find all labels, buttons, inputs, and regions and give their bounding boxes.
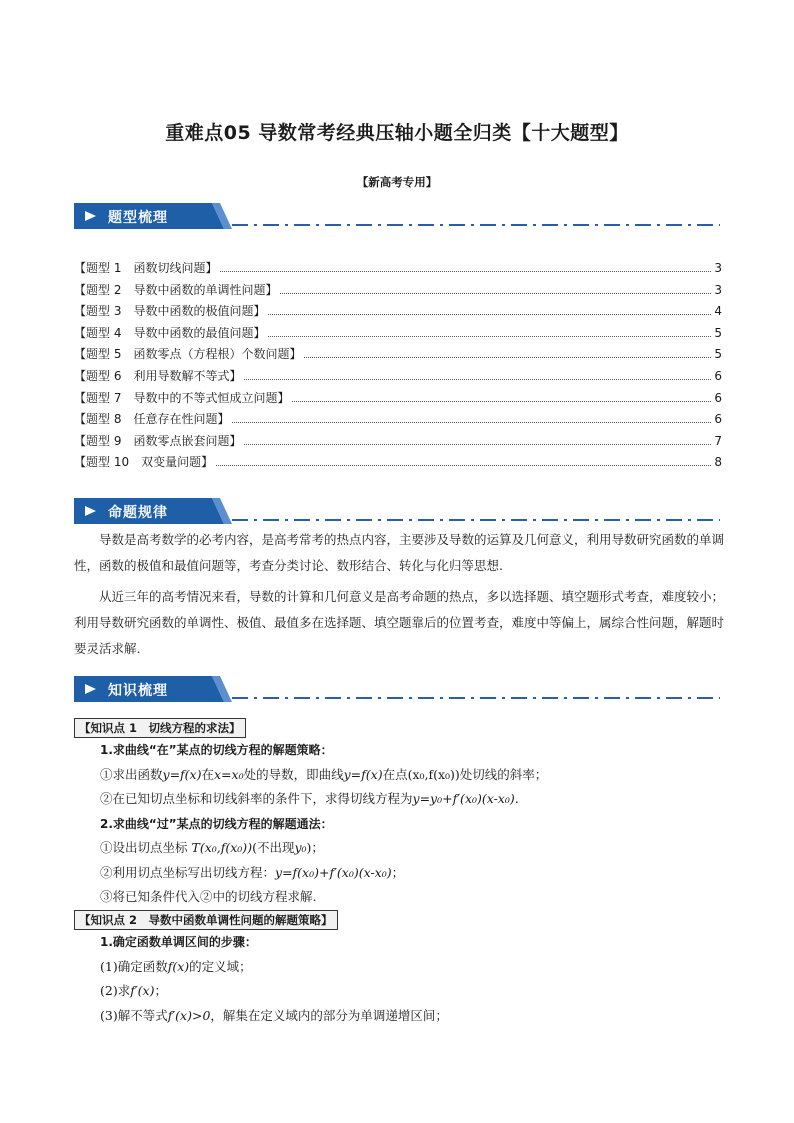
- toc-item-page: 6: [714, 390, 722, 405]
- kp-subheading: 2.求曲线“过”某点的切线方程的解题通法：: [100, 816, 333, 831]
- toc-item-label: 【题型 10 双变量问题】: [74, 455, 214, 470]
- toc-item[interactable]: [74, 323, 722, 345]
- section-header-rules: [74, 496, 720, 526]
- toc-item-label: 【题型 9 函数零点嵌套问题】: [74, 433, 242, 448]
- rules-paragraph-2: 从近三年的高考情况来看，导数的计算和几何意义是高考命题的热点，多以选择题、填空题形式考查，难度较小；利用导数研究函数的单调性、极值、最值多在选择题、填空题靠后的位置考查，难度中等偏上，属综合性问题，解题时要灵活求解.: [74, 589, 725, 656]
- toc-item[interactable]: [74, 409, 722, 431]
- toc-item[interactable]: [74, 301, 722, 323]
- table-of-contents: [74, 258, 722, 474]
- toc-item[interactable]: [74, 258, 722, 280]
- knowledge-point-1: [74, 718, 734, 910]
- toc-item-page: 8: [714, 455, 722, 470]
- knowledge-point-2: [74, 910, 734, 1028]
- toc-item-page: 5: [714, 347, 722, 362]
- toc-item-page: 5: [714, 325, 722, 340]
- toc-item[interactable]: [74, 366, 722, 388]
- page-subtitle: 【新高考专用】: [356, 175, 438, 189]
- dash-dot-rule: [232, 696, 722, 700]
- play-arrow-icon: [84, 505, 98, 517]
- knowledge-point-heading: 【知识点 1 切线方程的求法】: [74, 718, 246, 738]
- toc-item-label: 【题型 4 导数中函数的最值问题】: [74, 325, 266, 340]
- toc-item[interactable]: [74, 388, 722, 410]
- section-header-knowledge: [74, 674, 720, 704]
- toc-item-label: 【题型 3 导数中函数的极值问题】: [74, 304, 266, 319]
- kp-line: (2)求f′(x)；: [100, 983, 168, 998]
- section-label: 命题规律: [108, 505, 168, 521]
- toc-item-label: 【题型 8 任意存在性问题】: [74, 412, 230, 427]
- toc-item-page: 7: [714, 433, 722, 448]
- toc-item-label: 【题型 2 导数中函数的单调性问题】: [74, 282, 278, 297]
- toc-item-page: 3: [714, 261, 722, 275]
- toc-item-page: 3: [714, 282, 722, 297]
- toc-item[interactable]: [74, 344, 722, 366]
- toc-item[interactable]: [74, 452, 722, 474]
- kp-line: (1)确定函数f(x)的定义域；: [100, 958, 252, 974]
- kp-line: ③将已知条件代入②中的切线方程求解.: [100, 889, 317, 904]
- kp-subheading: 1.求曲线“在”某点的切线方程的解题策略：: [100, 743, 333, 757]
- toc-item[interactable]: [74, 280, 722, 302]
- kp-line: ②在已知切点坐标和切线斜率的条件下，求得切线方程为y=y₀+f′(x₀)(x-x₀).: [100, 791, 519, 806]
- kp-line: ②利用切点坐标写出切线方程：y=f(x₀)+f′(x₀)(x-x₀)；: [100, 864, 405, 880]
- rules-paragraph-1: 导数是高考数学的必考内容，是高考常考的热点内容，主要涉及导数的运算及几何意义，利用导数研究函数的单调性，函数的极值和最值问题等，考查分类讨论、数形结合、转化与化归等思想.: [74, 532, 725, 573]
- section-header-toc: [74, 201, 720, 231]
- page-title: 重难点05 导数常考经典压轴小题全归类【十大题型】: [165, 122, 629, 144]
- play-arrow-icon: [84, 210, 98, 222]
- toc-item-label: 【题型 7 导数中的不等式恒成立问题】: [74, 390, 290, 405]
- section-label: 知识梳理: [108, 683, 168, 699]
- toc-item-page: 6: [714, 412, 722, 427]
- kp-line: ①设出切点坐标 T(x₀,f(x₀))(不出现y₀)；: [100, 840, 324, 855]
- dash-dot-rule: [232, 518, 722, 522]
- knowledge-point-heading: 【知识点 2 导数中函数单调性问题的解题策略】: [74, 910, 338, 930]
- toc-item-page: 6: [714, 368, 722, 383]
- play-arrow-icon: [84, 683, 98, 695]
- kp-subheading: 1.确定函数单调区间的步骤：: [100, 935, 257, 949]
- section-label: 题型梳理: [108, 210, 168, 226]
- toc-item-label: 【题型 1 函数切线问题】: [74, 261, 218, 275]
- toc-item-page: 4: [714, 304, 722, 319]
- kp-line: ①求出函数y=f(x)在x=x₀处的导数，即曲线y=f(x)在点(x₀,f(x₀))处切线的斜率；: [100, 766, 548, 782]
- kp-line: (3)解不等式f′(x)>0，解集在定义域内的部分为单调递增区间；: [100, 1007, 448, 1023]
- toc-item-label: 【题型 6 利用导数解不等式】: [74, 368, 242, 383]
- dash-dot-rule: [232, 223, 722, 227]
- toc-item[interactable]: [74, 431, 722, 453]
- toc-item-label: 【题型 5 函数零点（方程根）个数问题】: [74, 347, 302, 362]
